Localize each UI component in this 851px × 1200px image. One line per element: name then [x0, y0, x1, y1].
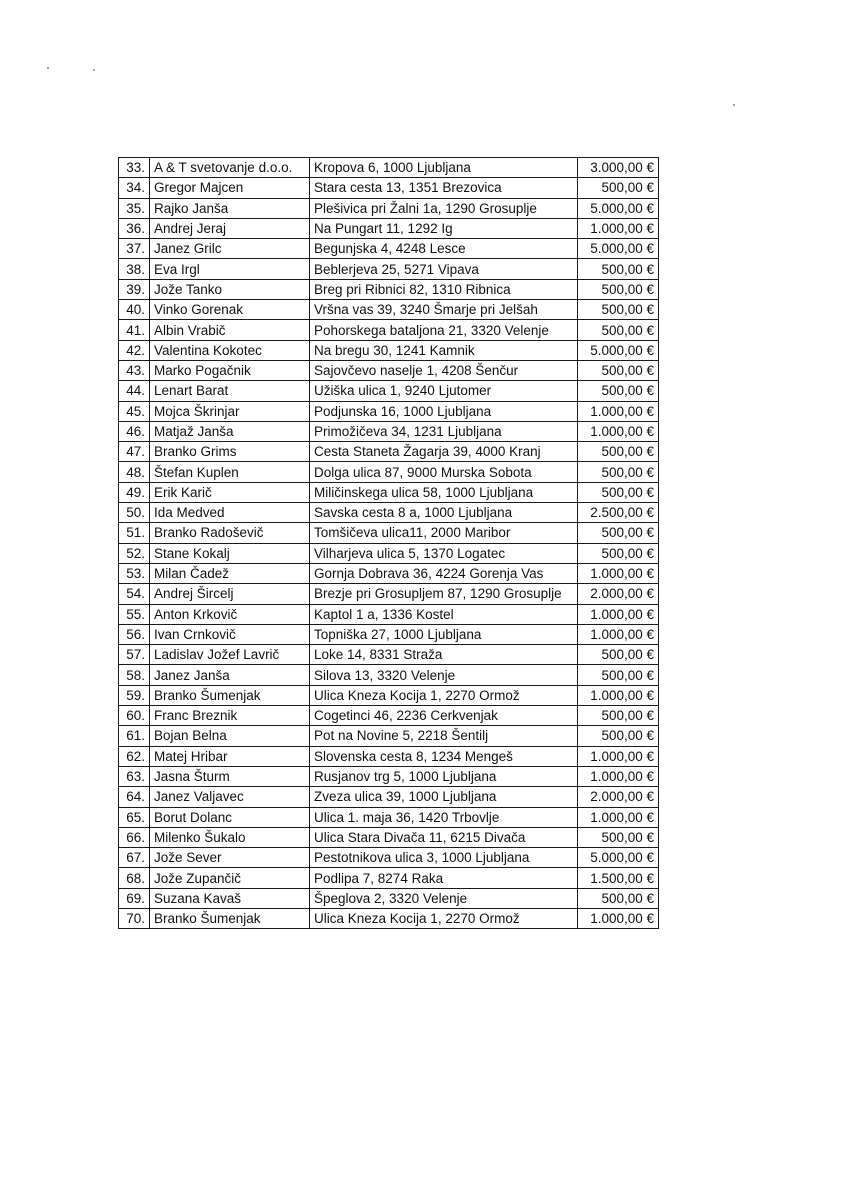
donor-address: Zveza ulica 39, 1000 Ljubljana — [310, 787, 578, 807]
donor-address: Ulica 1. maja 36, 1420 Trbovlje — [310, 807, 578, 827]
donor-name: Jasna Šturm — [150, 766, 310, 786]
table-row — [119, 807, 659, 827]
row-number: 55. — [119, 604, 150, 624]
donor-address: Miličinskega ulica 58, 1000 Ljubljana — [310, 482, 578, 502]
donor-address: Pot na Novine 5, 2218 Šentilj — [310, 726, 578, 746]
table-row — [119, 787, 659, 807]
donor-name: A & T svetovanje d.o.o. — [150, 158, 310, 178]
donor-name: Bojan Belna — [150, 726, 310, 746]
row-number: 53. — [119, 563, 150, 583]
donor-address: Podjunska 16, 1000 Ljubljana — [310, 401, 578, 421]
row-number: 36. — [119, 218, 150, 238]
row-number: 41. — [119, 320, 150, 340]
donor-name: Suzana Kavaš — [150, 888, 310, 908]
donor-address: Pohorskega bataljona 21, 3320 Velenje — [310, 320, 578, 340]
donor-name: Vinko Gorenak — [150, 300, 310, 320]
donation-amount: 1.000,00 € — [578, 746, 659, 766]
table-row — [119, 340, 659, 360]
donation-amount: 500,00 € — [578, 482, 659, 502]
donor-address: Primožičeva 34, 1231 Ljubljana — [310, 421, 578, 441]
donor-address: Pestotnikova ulica 3, 1000 Ljubljana — [310, 848, 578, 868]
donor-name: Branko Radoševič — [150, 523, 310, 543]
row-number: 43. — [119, 360, 150, 380]
donation-amount: 1.000,00 € — [578, 401, 659, 421]
table-row — [119, 746, 659, 766]
donor-address: Na bregu 30, 1241 Kamnik — [310, 340, 578, 360]
row-number: 49. — [119, 482, 150, 502]
row-number: 42. — [119, 340, 150, 360]
donor-name: Andrej Jeraj — [150, 218, 310, 238]
donor-address: Loke 14, 8331 Straža — [310, 645, 578, 665]
table-row — [119, 178, 659, 198]
row-number: 35. — [119, 198, 150, 218]
scan-speck — [47, 67, 49, 69]
donation-amount: 1.000,00 € — [578, 908, 659, 928]
donations-table — [118, 157, 659, 929]
row-number: 45. — [119, 401, 150, 421]
donor-address: Ulica Kneza Kocija 1, 2270 Ormož — [310, 908, 578, 928]
row-number: 61. — [119, 726, 150, 746]
table-row — [119, 300, 659, 320]
donor-name: Milenko Šukalo — [150, 827, 310, 847]
donation-amount: 5.000,00 € — [578, 340, 659, 360]
row-number: 59. — [119, 685, 150, 705]
donor-address: Cogetinci 46, 2236 Cerkvenjak — [310, 706, 578, 726]
donor-name: Valentina Kokotec — [150, 340, 310, 360]
table-row — [119, 726, 659, 746]
donor-name: Albin Vrabič — [150, 320, 310, 340]
donation-amount: 500,00 € — [578, 300, 659, 320]
donor-address: Begunjska 4, 4248 Lesce — [310, 239, 578, 259]
donation-amount: 500,00 € — [578, 827, 659, 847]
table-row — [119, 421, 659, 441]
row-number: 44. — [119, 381, 150, 401]
table-row — [119, 766, 659, 786]
row-number: 37. — [119, 239, 150, 259]
scan-speck — [733, 104, 735, 106]
row-number: 38. — [119, 259, 150, 279]
donor-name: Ida Medved — [150, 503, 310, 523]
row-number: 47. — [119, 442, 150, 462]
table-row — [119, 198, 659, 218]
donor-name: Franc Breznik — [150, 706, 310, 726]
table-row — [119, 158, 659, 178]
donor-name: Erik Karič — [150, 482, 310, 502]
row-number: 60. — [119, 706, 150, 726]
row-number: 65. — [119, 807, 150, 827]
donor-name: Branko Šumenjak — [150, 685, 310, 705]
row-number: 54. — [119, 584, 150, 604]
donation-amount: 1.000,00 € — [578, 685, 659, 705]
donor-address: Vilharjeva ulica 5, 1370 Logatec — [310, 543, 578, 563]
row-number: 52. — [119, 543, 150, 563]
donor-address: Breg pri Ribnici 82, 1310 Ribnica — [310, 279, 578, 299]
donor-name: Jože Sever — [150, 848, 310, 868]
donor-address: Ulica Kneza Kocija 1, 2270 Ormož — [310, 685, 578, 705]
donor-name: Janez Valjavec — [150, 787, 310, 807]
donor-name: Ladislav Jožef Lavrič — [150, 645, 310, 665]
table-row — [119, 279, 659, 299]
table-row — [119, 706, 659, 726]
row-number: 62. — [119, 746, 150, 766]
donor-name: Matjaž Janša — [150, 421, 310, 441]
row-number: 68. — [119, 868, 150, 888]
donations-table-body — [119, 158, 659, 929]
donor-address: Brezje pri Grosupljem 87, 1290 Grosuplje — [310, 584, 578, 604]
donor-address: Vršna vas 39, 3240 Šmarje pri Jelšah — [310, 300, 578, 320]
donation-amount: 500,00 € — [578, 523, 659, 543]
donor-address: Beblerjeva 25, 5271 Vipava — [310, 259, 578, 279]
table-row — [119, 442, 659, 462]
donor-address: Dolga ulica 87, 9000 Murska Sobota — [310, 462, 578, 482]
donation-amount: 500,00 € — [578, 259, 659, 279]
donor-name: Štefan Kuplen — [150, 462, 310, 482]
donation-amount: 5.000,00 € — [578, 848, 659, 868]
donor-name: Branko Grims — [150, 442, 310, 462]
donor-name: Branko Šumenjak — [150, 908, 310, 928]
scan-speck — [93, 69, 95, 71]
table-row — [119, 908, 659, 928]
donor-name: Anton Krkovič — [150, 604, 310, 624]
row-number: 63. — [119, 766, 150, 786]
row-number: 57. — [119, 645, 150, 665]
row-number: 67. — [119, 848, 150, 868]
table-row — [119, 401, 659, 421]
donor-name: Gregor Majcen — [150, 178, 310, 198]
table-row — [119, 563, 659, 583]
donor-address: Cesta Staneta Žagarja 39, 4000 Kranj — [310, 442, 578, 462]
donation-amount: 1.000,00 € — [578, 218, 659, 238]
donor-address: Kropova 6, 1000 Ljubljana — [310, 158, 578, 178]
donation-amount: 500,00 € — [578, 360, 659, 380]
donor-address: Ulica Stara Divača 11, 6215 Divača — [310, 827, 578, 847]
table-row — [119, 685, 659, 705]
donation-amount: 1.000,00 € — [578, 421, 659, 441]
donation-amount: 500,00 € — [578, 543, 659, 563]
donor-name: Jože Zupančič — [150, 868, 310, 888]
row-number: 34. — [119, 178, 150, 198]
table-row — [119, 218, 659, 238]
table-row — [119, 239, 659, 259]
donor-address: Sajovčevo naselje 1, 4208 Šenčur — [310, 360, 578, 380]
table-row — [119, 827, 659, 847]
donor-name: Ivan Crnkovič — [150, 624, 310, 644]
donation-amount: 500,00 € — [578, 462, 659, 482]
donation-amount: 500,00 € — [578, 706, 659, 726]
donation-amount: 1.500,00 € — [578, 868, 659, 888]
row-number: 46. — [119, 421, 150, 441]
table-row — [119, 259, 659, 279]
donation-amount: 500,00 € — [578, 645, 659, 665]
table-row — [119, 543, 659, 563]
donor-name: Andrej Šircelj — [150, 584, 310, 604]
table-row — [119, 584, 659, 604]
row-number: 48. — [119, 462, 150, 482]
donation-amount: 1.000,00 € — [578, 766, 659, 786]
row-number: 64. — [119, 787, 150, 807]
donor-name: Stane Kokalj — [150, 543, 310, 563]
donor-address: Kaptol 1 a, 1336 Kostel — [310, 604, 578, 624]
donor-address: Špeglova 2, 3320 Velenje — [310, 888, 578, 908]
donor-name: Mojca Škrinjar — [150, 401, 310, 421]
donation-amount: 500,00 € — [578, 726, 659, 746]
donor-name: Lenart Barat — [150, 381, 310, 401]
table-row — [119, 848, 659, 868]
table-row — [119, 604, 659, 624]
donation-amount: 500,00 € — [578, 665, 659, 685]
donor-address: Plešivica pri Žalni 1a, 1290 Grosuplje — [310, 198, 578, 218]
donor-address: Silova 13, 3320 Velenje — [310, 665, 578, 685]
table-row — [119, 888, 659, 908]
donation-amount: 1.000,00 € — [578, 563, 659, 583]
table-row — [119, 482, 659, 502]
row-number: 58. — [119, 665, 150, 685]
donation-amount: 2.500,00 € — [578, 503, 659, 523]
table-row — [119, 320, 659, 340]
donation-amount: 1.000,00 € — [578, 807, 659, 827]
donor-name: Milan Čadež — [150, 563, 310, 583]
donor-name: Eva Irgl — [150, 259, 310, 279]
table-row — [119, 503, 659, 523]
donation-amount: 500,00 € — [578, 279, 659, 299]
donor-name: Borut Dolanc — [150, 807, 310, 827]
table-row — [119, 381, 659, 401]
donation-amount: 3.000,00 € — [578, 158, 659, 178]
donor-address: Podlipa 7, 8274 Raka — [310, 868, 578, 888]
table-row — [119, 360, 659, 380]
row-number: 56. — [119, 624, 150, 644]
row-number: 69. — [119, 888, 150, 908]
donation-amount: 1.000,00 € — [578, 624, 659, 644]
row-number: 39. — [119, 279, 150, 299]
donation-amount: 500,00 € — [578, 320, 659, 340]
donor-address: Topniška 27, 1000 Ljubljana — [310, 624, 578, 644]
table-row — [119, 624, 659, 644]
donor-name: Jože Tanko — [150, 279, 310, 299]
donation-amount: 2.000,00 € — [578, 584, 659, 604]
row-number: 33. — [119, 158, 150, 178]
donor-address: Slovenska cesta 8, 1234 Mengeš — [310, 746, 578, 766]
table-row — [119, 645, 659, 665]
row-number: 50. — [119, 503, 150, 523]
table-row — [119, 523, 659, 543]
donation-amount: 500,00 € — [578, 442, 659, 462]
donor-address: Stara cesta 13, 1351 Brezovica — [310, 178, 578, 198]
donation-amount: 5.000,00 € — [578, 198, 659, 218]
table-row — [119, 665, 659, 685]
donor-address: Tomšičeva ulica11, 2000 Maribor — [310, 523, 578, 543]
donor-name: Rajko Janša — [150, 198, 310, 218]
row-number: 40. — [119, 300, 150, 320]
donor-name: Janez Grilc — [150, 239, 310, 259]
table-row — [119, 462, 659, 482]
donation-amount: 1.000,00 € — [578, 604, 659, 624]
donor-address: Savska cesta 8 a, 1000 Ljubljana — [310, 503, 578, 523]
table-row — [119, 868, 659, 888]
donation-amount: 500,00 € — [578, 381, 659, 401]
donor-address: Na Pungart 11, 1292 Ig — [310, 218, 578, 238]
donor-name: Janez Janša — [150, 665, 310, 685]
row-number: 51. — [119, 523, 150, 543]
donation-amount: 500,00 € — [578, 178, 659, 198]
donor-address: Gornja Dobrava 36, 4224 Gorenja Vas — [310, 563, 578, 583]
row-number: 66. — [119, 827, 150, 847]
donation-amount: 2.000,00 € — [578, 787, 659, 807]
donor-address: Rusjanov trg 5, 1000 Ljubljana — [310, 766, 578, 786]
row-number: 70. — [119, 908, 150, 928]
donor-name: Marko Pogačnik — [150, 360, 310, 380]
donation-amount: 5.000,00 € — [578, 239, 659, 259]
donor-name: Matej Hribar — [150, 746, 310, 766]
donation-amount: 500,00 € — [578, 888, 659, 908]
donor-address: Užiška ulica 1, 9240 Ljutomer — [310, 381, 578, 401]
